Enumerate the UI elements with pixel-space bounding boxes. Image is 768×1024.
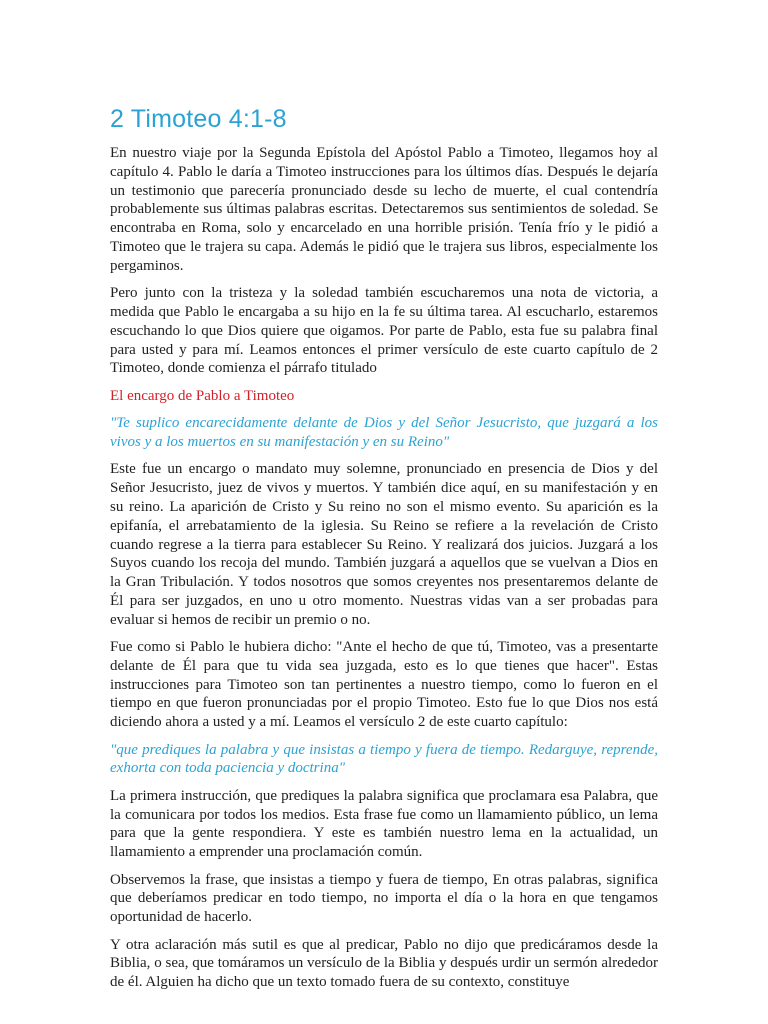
section-heading: El encargo de Pablo a Timoteo	[110, 387, 295, 404]
paragraph-intro: En nuestro viaje por la Segunda Epístola del Apóstol Pablo a Timoteo, llegamos hoy al capítulo 4. Pablo le daría a Timoteo instrucciones para los últimos días. Después le dejaría un testimonio que parecería pronunciado desde su lecho de muerte, el cual contendría probablemente sus últimas palabras escritas. Detectaremos sus sentimientos de soledad. Se encontraba en Roma, solo y encarcelado en una horrible prisión. Tenía frío y le pidió a Timoteo que le trajera su capa. Además le pidió que le trajera sus libros, especialmente los pergaminos.	[110, 145, 658, 274]
document-content	[110, 0, 658, 1001]
paragraph-solemn-charge: Este fue un encargo o mandato muy solemne, pronunciado en presencia de Dios y del Señor Jesucristo, juez de vivos y muertos. Y también dice aquí, en su manifestación y en su reino. La aparición de Cristo y Su reino no son el mismo evento. Su aparición es la epifanía, el arrebatamiento de la iglesia. Su Reino se refiere a la revelación de Cristo cuando regrese a la tierra para establecer Su Reino. Y realizará dos juicios. Juzgará a los Suyos cuando los recoja del mundo. También juzgará a aquellos que se vuelvan a Dios en la Gran Tribulación. Y todos nosotros que somos creyentes nos presentaremos delante de Él para ser juzgados, en uno u otro momento. Nuestras vidas van a ser probadas para evaluar si hemos de recibir un premio o no.	[110, 461, 658, 628]
paragraph-first-instruction: La primera instrucción, que prediques la palabra significa que proclamara esa Palabra, que la comunicara por todos los medios. Esta frase fue como un llamamiento público, un lema para que la gente respondiera. Y este es también nuestro lema en la actualidad, un llamamiento a emprender una proclamación común.	[110, 787, 658, 861]
paragraph-victory-note: Pero junto con la tristeza y la soledad también escucharemos una nota de victoria, a medida que Pablo le encargaba a su hijo en la fe su última tarea. Al escucharlo, estaremos escuchando lo que Dios quiere que oigamos. Por parte de Pablo, esta fue su palabra final para usted y para mí. Leamos entonces el primer versículo de este cuarto capítulo de 2 Timoteo, donde comienza el párrafo titulado	[110, 285, 658, 377]
scripture-quote-verse-2: "que prediques la palabra y que insistas a tiempo y fuera de tiempo. Redarguye, reprende, exhorta con toda paciencia y doctrina"	[110, 741, 658, 777]
scripture-quote-verse-1: "Te suplico encarecidamente delante de Dios y del Señor Jesucristo, que juzgará a los vivos y a los muertos en su manifestación y en su Reino"	[110, 415, 658, 450]
paragraph-in-season: Observemos la frase, que insistas a tiempo y fuera de tiempo, En otras palabras, significa que deberíamos predicar en todo tiempo, no importa el día o la hora en que tengamos oportunidad de hacerlo.	[110, 871, 658, 926]
paragraph-subtle-clarification: Y otra aclaración más sutil es que al predicar, Pablo no dijo que predicáramos desde la Biblia, o sea, que tomáramos un versículo de la Biblia y después urdir un sermón alrededor de él. Alguien ha dicho que un texto tomado fuera de su contexto, constituye	[110, 936, 658, 991]
document-title: 2 Timoteo 4:1-8	[110, 105, 287, 133]
paragraph-instructions: Fue como si Pablo le hubiera dicho: "Ante el hecho de que tú, Timoteo, vas a presentarte delante de Él para que tu vida sea juzgada, esto es lo que tienes que hacer". Estas instrucciones para Timoteo son tan pertinentes a nuestro tiempo, como lo fueron en el tiempo en que fueron pronunciadas por el propio Timoteo. Esto fue lo que Dios nos está diciendo ahora a usted y a mí. Leamos el versículo 2 de este cuarto capítulo:	[110, 639, 658, 731]
